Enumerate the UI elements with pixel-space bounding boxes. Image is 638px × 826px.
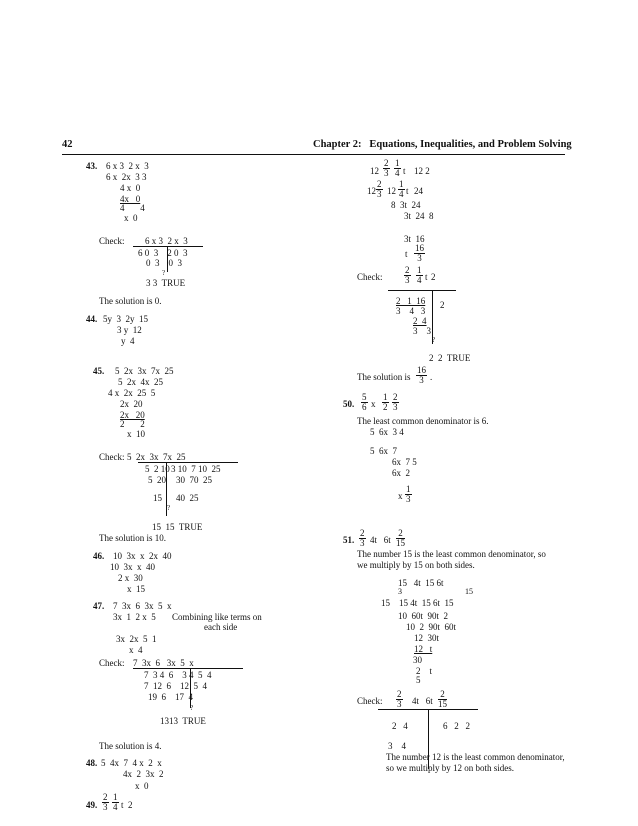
- eq-line: 3t 24 8: [404, 211, 434, 221]
- fraction: $\frac{2}{3}$: [393, 392, 398, 412]
- eq-line: 6 x 3 2 x 3: [106, 161, 149, 171]
- eq-line: x 10: [127, 429, 145, 439]
- eq-line: 4 x 0: [120, 183, 141, 193]
- eq-text: 2: [431, 272, 436, 282]
- eq-line: 4x 0: [120, 194, 141, 204]
- check-left: 15: [153, 493, 162, 503]
- problem-number: 50.: [343, 399, 355, 409]
- check-label: Check:: [99, 452, 125, 462]
- check-label: Check:: [99, 658, 125, 668]
- header-rule: [62, 154, 565, 155]
- check-line: 3 3: [413, 326, 431, 336]
- check-line: 7 3 4 6 3 4 5 4: [144, 670, 212, 680]
- fraction: $\frac{1}{4}$: [399, 179, 404, 199]
- page-number: 42: [62, 139, 73, 150]
- solution-text: The solution is 4.: [99, 741, 162, 751]
- check-rule: [133, 668, 243, 669]
- chapter-title: Chapter 2: Equations, Inequalities, and Problem Solving: [313, 139, 572, 150]
- eq-line: 5y 3 2y 15: [103, 314, 148, 324]
- fraction: $\frac{1}{2}$: [383, 392, 388, 412]
- check-line: 3 4 3: [396, 306, 426, 316]
- problem-number: 49.: [86, 800, 98, 810]
- check-right: 30 70 25: [176, 475, 212, 485]
- eq-line: 4x 2 3x 2: [123, 769, 164, 779]
- eq-line: 10 3x x 40: [110, 562, 155, 572]
- check-rule: [133, 246, 203, 247]
- fraction: $\frac{16}{3}$: [415, 243, 424, 263]
- eq-line: 5 4x 7 4 x 2 x: [101, 758, 162, 768]
- fraction: $\frac{2}{3}$: [103, 792, 108, 812]
- solution-text: The solution is 10.: [99, 533, 166, 543]
- true-line: 1313 TRUE: [160, 716, 206, 726]
- check-line: 6 x 3 2 x 3: [145, 236, 188, 246]
- question-mark: ?: [167, 504, 171, 512]
- eq-text: x: [371, 399, 376, 409]
- eq-line: 5 2x 3x 7x 25: [115, 366, 174, 376]
- fraction: $\frac{2}{3}$: [377, 179, 382, 199]
- check-rule: [138, 462, 238, 463]
- eq-line: 6 x 2x 3 3: [106, 172, 147, 182]
- check-label: Check:: [99, 236, 125, 246]
- eq-line: 2 2: [120, 419, 145, 429]
- eq-line: 4 4: [120, 203, 145, 213]
- eq-line: x 4: [129, 645, 143, 655]
- solution-text: The solution is: [357, 372, 411, 382]
- eq-line: 6x 2: [392, 468, 410, 478]
- check-line: 0 3 0 3: [146, 258, 182, 268]
- problem-number: 46.: [93, 551, 105, 561]
- check-left: 5 2 10: [145, 464, 170, 474]
- problem-number: 48.: [86, 758, 98, 768]
- explanation-text: The least common denominator is 6.: [357, 416, 489, 426]
- eq-line: 8 3t 24: [391, 200, 421, 210]
- problem-number: 47.: [93, 601, 105, 611]
- eq-line: x 15: [127, 584, 145, 594]
- eq-line: 5 2x 4x 25: [118, 377, 163, 387]
- eq-line: 12 30t: [414, 633, 440, 643]
- check-line: 2: [440, 300, 445, 310]
- check-label: Check:: [357, 696, 383, 706]
- fraction: $\frac{2}{3}$: [405, 265, 410, 285]
- eq-line: 3: [398, 587, 402, 596]
- eq-line: x 0: [135, 781, 149, 791]
- fraction: $\frac{2}{15}$: [396, 528, 405, 548]
- check-line: 7 3x 6 3x 5 x: [133, 658, 194, 668]
- explanation-text: we multiply by 15 on both sides.: [357, 560, 475, 570]
- eq-text: t: [403, 166, 406, 176]
- eq-line: 3t 16: [404, 234, 425, 244]
- check-right: 40 25: [176, 493, 199, 503]
- eq-text: 24: [414, 186, 423, 196]
- eq-text: .: [430, 372, 433, 382]
- fraction: $\frac{2}{3}$: [397, 689, 402, 709]
- eq-text: 12: [370, 166, 379, 176]
- fraction: $\frac{1}{3}$: [406, 484, 411, 504]
- true-line: 2 2 TRUE: [429, 353, 471, 363]
- eq-text: 12: [387, 186, 396, 196]
- eq-line: 15 15 4t 15 6t 15: [381, 598, 454, 608]
- question-mark: ?: [432, 336, 436, 344]
- note-line: Combining like terms on: [172, 612, 262, 622]
- eq-line: 7 3x 6 3x 5 x: [113, 601, 172, 611]
- check-label: Check:: [357, 272, 383, 282]
- check-line: 6 0 3 2 0 3: [138, 248, 188, 258]
- eq-text: x: [398, 491, 403, 501]
- check-line: 7 12 6 12 5 4: [144, 681, 207, 691]
- fraction: $\frac{1}{4}$: [395, 158, 400, 178]
- eq-line: 3x 2x 5 1: [116, 634, 157, 644]
- eq-text: 4t 6t: [412, 696, 433, 706]
- eq-line: 3x 1 2 x 5: [113, 612, 156, 622]
- explanation-text: The number 12 is the least common denominator,: [386, 752, 565, 762]
- fraction: $\frac{16}{3}$: [417, 365, 426, 385]
- check-line: 5 2x 3x 7x 25: [127, 452, 186, 462]
- eq-line: 10 3x x 2x 40: [113, 551, 172, 561]
- eq-line: 4 x 2x 25 5: [108, 388, 156, 398]
- eq-line: 5 6x 3 4: [370, 427, 404, 437]
- problem-number: 43.: [86, 161, 98, 171]
- explanation-text: so we multiply by 12 on both sides.: [386, 763, 514, 773]
- fraction: $\frac{1}{4}$: [113, 792, 118, 812]
- eq-text: t: [425, 272, 428, 282]
- eq-line: x 0: [124, 213, 138, 223]
- eq-line: 12 t: [414, 644, 433, 654]
- eq-line: 15 4t 15 6t: [398, 578, 444, 588]
- eq-line: 15: [465, 587, 473, 596]
- fraction: $\frac{1}{4}$: [417, 265, 422, 285]
- eq-text: 4t 6t: [370, 535, 391, 545]
- check-line: 19 6 17 4: [148, 692, 193, 702]
- question-mark: ?: [190, 704, 194, 712]
- problem-number: 51.: [343, 535, 355, 545]
- eq-line: 5 6x 7: [370, 446, 397, 456]
- check-right: 3 10 7 10 25: [171, 464, 221, 474]
- question-mark: ?: [162, 269, 166, 277]
- check-line: 3 4: [388, 741, 406, 751]
- check-rule: [388, 290, 456, 291]
- eq-text: 12 2: [414, 166, 430, 176]
- solution-text: The solution is 0.: [99, 296, 162, 306]
- eq-line: y 4: [121, 336, 135, 346]
- check-line: 2 4: [392, 721, 408, 731]
- check-line: 6 2 2: [443, 721, 470, 731]
- eq-text: t: [405, 249, 408, 259]
- explanation-text: The number 15 is the least common denominator, so: [357, 549, 546, 559]
- eq-line: 2 x 30: [118, 573, 143, 583]
- eq-line: 10 2 90t 60t: [406, 622, 457, 632]
- eq-line: 30: [413, 655, 422, 665]
- eq-line: 5: [416, 675, 421, 685]
- true-line: 15 15 TRUE: [152, 522, 203, 532]
- eq-text: 12: [367, 186, 376, 196]
- fraction: $\frac{2}{15}$: [438, 689, 447, 709]
- check-line: 2 4: [413, 316, 427, 326]
- note-line: each side: [204, 622, 238, 632]
- eq-line: 2 t: [416, 666, 433, 676]
- eq-line: 3 y 12: [117, 325, 142, 335]
- fraction: $\frac{2}{3}$: [384, 158, 389, 178]
- check-left: 5 20: [148, 475, 166, 485]
- eq-text: t: [406, 186, 409, 196]
- eq-line: 10 60t 90t 2: [398, 611, 449, 621]
- check-line: 2 1 16: [396, 296, 426, 306]
- problem-number: 45.: [93, 366, 105, 376]
- eq-line: 6x 7 5: [392, 457, 417, 467]
- fraction: $\frac{2}{3}$: [360, 528, 365, 548]
- eq-line: 2x 20: [120, 399, 143, 409]
- eq-text: t 2: [121, 800, 133, 810]
- true-line: 3 3 TRUE: [146, 278, 186, 288]
- fraction: $\frac{5}{6}$: [362, 392, 367, 412]
- problem-number: 44.: [86, 314, 98, 324]
- eq-line: 2x 20: [120, 410, 145, 420]
